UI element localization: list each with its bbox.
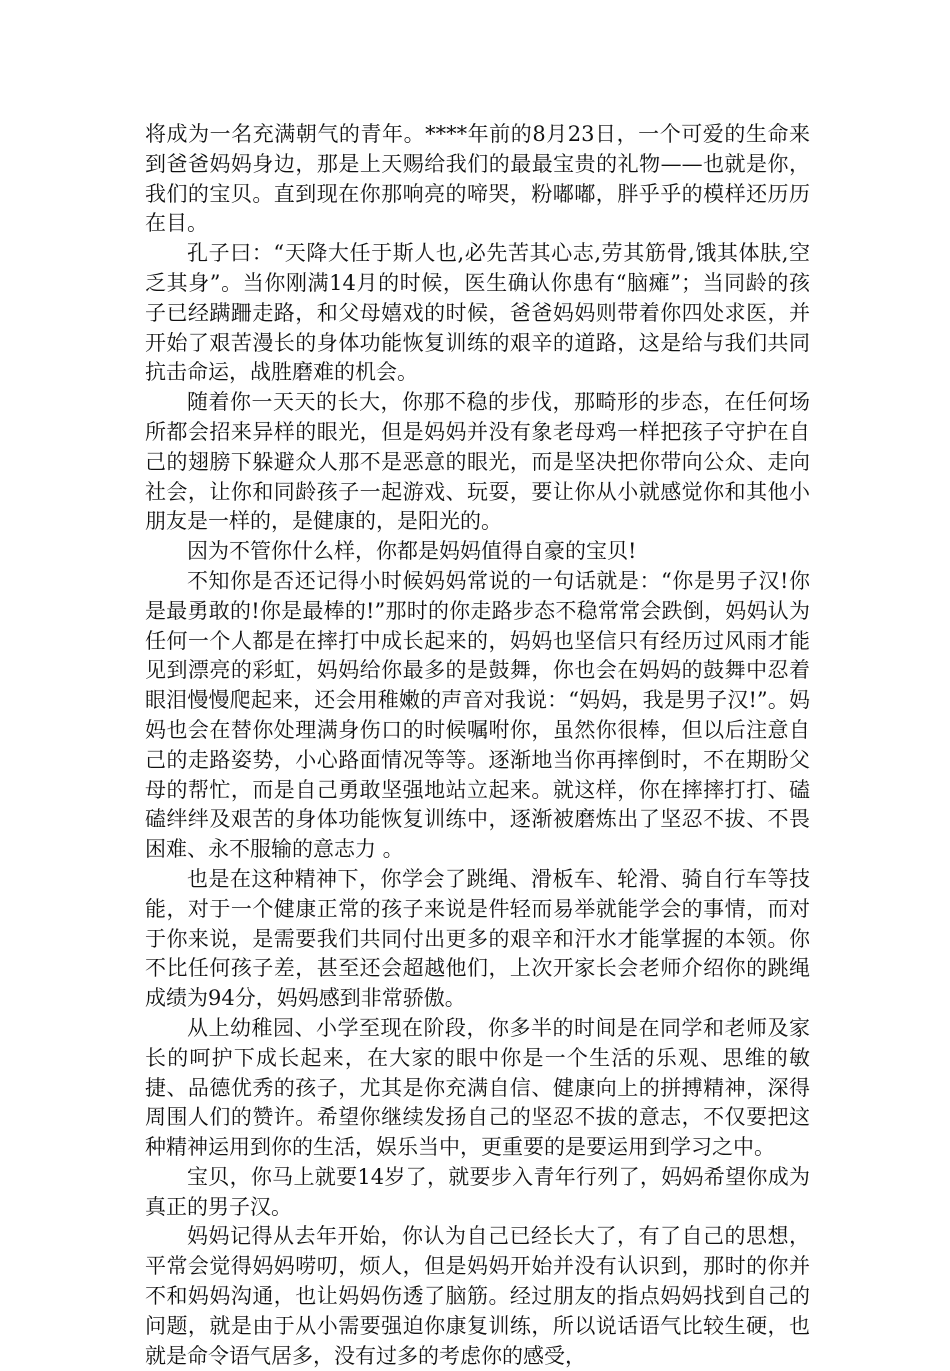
paragraph-fourteen: 宝贝，你马上就要14岁了，就要步入青年行列了，妈妈希望你成为真正的男子汉。: [145, 1164, 810, 1219]
paragraph-brave: 不知你是否还记得小时候妈妈常说的一句话就是：“你是男子汉!你是最勇敢的!你是最棒的!”那时的你走路步态不稳常常会跌倒，妈妈认为任何一个人都是在摔打中成长起来的，妈妈也坚信只有经历过风雨才能见到漂亮的彩虹，妈妈给你最多的是鼓舞，你也会在妈妈的鼓舞中忍着眼泪慢慢爬起来，还会用稚嫩的声音对我说：“妈妈，我是男子汉!”。妈妈也会在替你处理满身伤口的时候嘱咐你，虽然你很棒，但以后注意自己的走路姿势，小心路面情况等等。逐渐地当你再摔倒时，不在期盼父母的帮忙，而是自己勇敢坚强地站立起来。就这样，你在摔摔打打、磕磕绊绊及艰苦的身体功能恢复训练中，逐渐被磨炼出了坚忍不拔、不畏困难、永不服输的意志力 。: [145, 568, 810, 862]
paragraph-communication: 妈妈记得从去年开始，你认为自己已经长大了，有了自己的思想，平常会觉得妈妈唠叨，烦人，但是妈妈开始并没有认识到，那时的你并不和妈妈沟通，也让妈妈伤透了脑筋。经过朋友的指点妈妈找到自己的问题，就是由于从小需要强迫你康复训练，所以说话语气比较生硬，也就是命令语气居多，没有过多的考虑你的感受，: [145, 1224, 810, 1368]
paragraph-proud: 因为不管你什么样，你都是妈妈值得自豪的宝贝!: [187, 539, 637, 564]
document-body: [145, 120, 810, 1371]
paragraph-growing-up: 随着你一天天的长大，你那不稳的步伐，那畸形的步态，在任何场所都会招来异样的眼光，但是妈妈并没有象老母鸡一样把孩子守护在自己的翅膀下躲避众人那不是恶意的眼光，而是坚决把你带向公众、走向社会，让你和同龄孩子一起游戏、玩耍，要让你从小就感觉你和其他小朋友是一样的，是健康的，是阳光的。: [145, 390, 810, 534]
paragraph-birth: 将成为一名充满朝气的青年。****年前的8月23日，一个可爱的生命来到爸爸妈妈身边，那是上天赐给我们的最最宝贵的礼物——也就是你，我们的宝贝。直到现在你那响亮的啼哭，粉嘟嘟，胖乎乎的模样还历历在目。: [145, 122, 810, 236]
paragraph-school: 从上幼稚园、小学至现在阶段，你多半的时间是在同学和老师及家长的呵护下成长起来，在大家的眼中你是一个生活的乐观、思维的敏捷、品德优秀的孩子，尤其是你充满自信、健康向上的拼搏精神，深得周围人们的赞许。希望你继续发扬自己的坚忍不拔的意志，不仅要把这种精神运用到你的生活，娱乐当中，更重要的是要运用到学习之中。: [145, 1015, 810, 1160]
paragraph-confucius: 孔子曰：“天降大任于斯人也,必先苦其心志,劳其筋骨,饿其体肤,空乏其身”。当你刚满14月的时候，医生确认你患有“脑瘫”；当同龄的孩子已经蹒跚走路，和父母嬉戏的时候，爸爸妈妈则带着你四处求医，并开始了艰苦漫长的身体功能恢复训练的艰辛的道路，这是给与我们共同抗击命运，战胜磨难的机会。: [145, 241, 810, 385]
paragraph-skills: 也是在这种精神下，你学会了跳绳、滑板车、轮滑、骑自行车等技能，对于一个健康正常的孩子来说是件轻而易举就能学会的事情，而对于你来说，是需要我们共同付出更多的艰辛和汗水才能掌握的本领。你不比任何孩子差，甚至还会超越他们，上次开家长会老师介绍你的跳绳成绩为94分，妈妈感到非常骄傲。: [145, 866, 810, 1011]
